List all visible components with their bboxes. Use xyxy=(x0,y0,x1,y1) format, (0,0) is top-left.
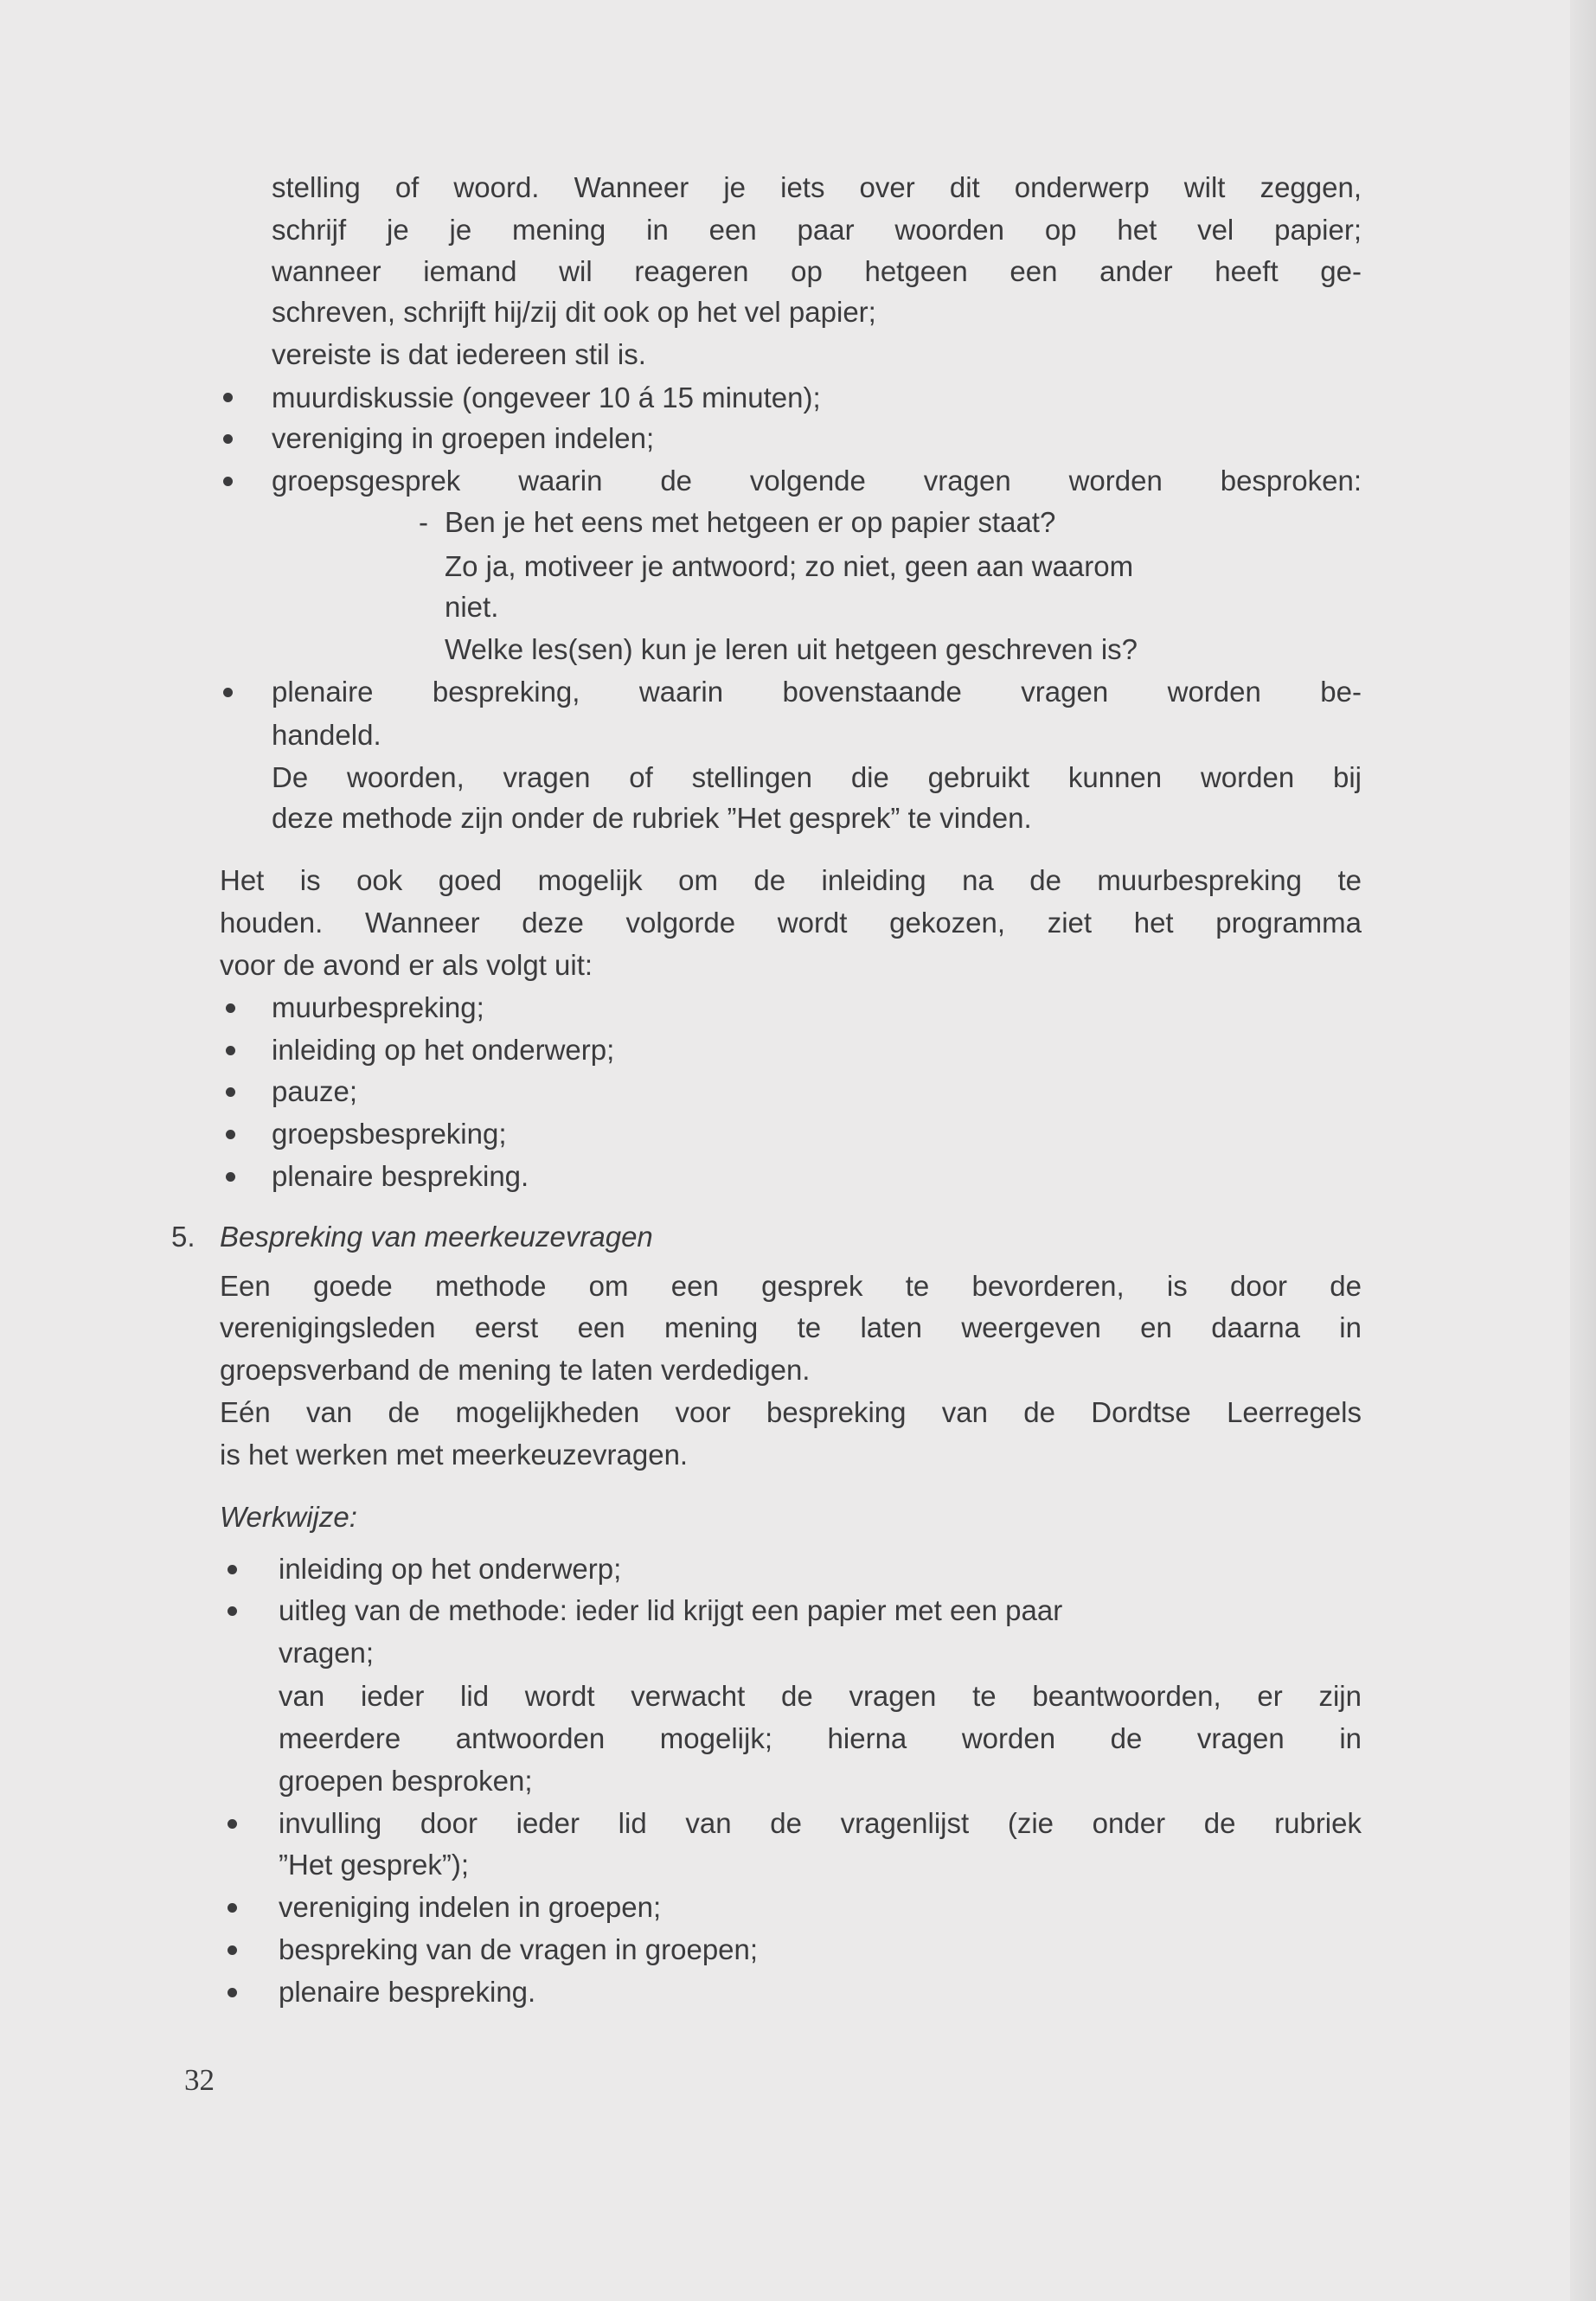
dash-marker: - xyxy=(419,506,428,538)
list-item: ”Het gesprek”); xyxy=(279,1849,470,1881)
list-item: handeld. xyxy=(272,719,381,751)
bullet-icon xyxy=(228,1903,237,1913)
werkwijze-label: Werkwijze: xyxy=(220,1501,357,1533)
bullet-icon xyxy=(226,1172,235,1182)
text-line: Eén van de mogelijkheden voor bespreking van de Dordtse Leerregels xyxy=(220,1396,1362,1428)
text-line: stelling of woord. Wanneer je iets over dit onderwerp wilt zeggen, xyxy=(272,171,1362,203)
bullet-icon xyxy=(226,1003,235,1013)
list-item: plenaire bespreking, waarin bovenstaande vragen worden be- xyxy=(272,676,1362,708)
text-line: schreven, schrijft hij/zij dit ook op het vel papier; xyxy=(272,296,876,328)
bullet-icon xyxy=(228,1945,237,1955)
list-item: groepen besproken; xyxy=(279,1765,533,1797)
list-item: muurbespreking; xyxy=(272,991,484,1023)
list-item: meerdere antwoorden mogelijk; hierna worden de vragen in xyxy=(279,1722,1362,1754)
list-item: inleiding op het onderwerp; xyxy=(279,1553,622,1585)
text-line: deze methode zijn onder de rubriek ”Het gesprek” te vinden. xyxy=(272,802,1032,834)
text-line: voor de avond er als volgt uit: xyxy=(220,949,593,981)
text-line: De woorden, vragen of stellingen die gebruikt kunnen worden bij xyxy=(272,761,1362,793)
list-item: uitleg van de methode: ieder lid krijgt een papier met een paar xyxy=(279,1594,1063,1626)
text-line: houden. Wanneer deze volgorde wordt gekozen, ziet het programma xyxy=(220,907,1362,939)
bullet-icon xyxy=(223,688,233,697)
list-item: van ieder lid wordt verwacht de vragen te beantwoorden, er zijn xyxy=(279,1680,1362,1712)
list-item: pauze; xyxy=(272,1075,358,1107)
list-item: vereniging in groepen indelen; xyxy=(272,422,655,454)
bullet-icon xyxy=(226,1130,235,1139)
bullet-icon xyxy=(226,1087,235,1097)
text-line: schrijf je je mening in een paar woorden op het vel papier; xyxy=(272,214,1362,246)
list-item: plenaire bespreking. xyxy=(279,1976,536,2008)
bullet-icon xyxy=(228,1988,237,1997)
section-heading: Bespreking van meerkeuzevragen xyxy=(220,1221,653,1253)
list-item: groepsgesprek waarin de volgende vragen worden besproken: xyxy=(272,465,1362,497)
bullet-icon xyxy=(223,477,233,486)
bullet-icon xyxy=(226,1046,235,1055)
page-number: 32 xyxy=(184,2063,215,2097)
list-item: invulling door ieder lid van de vragenlijst (zie onder de rubriek xyxy=(279,1807,1362,1839)
bullet-icon xyxy=(228,1819,237,1829)
text-line: verenigingsleden eerst een mening te laten weergeven en daarna in xyxy=(220,1311,1362,1343)
bullet-icon xyxy=(228,1565,237,1574)
text-line: wanneer iemand wil reageren op hetgeen een ander heeft ge- xyxy=(272,255,1362,287)
text-line: Het is ook goed mogelijk om de inleiding na de muurbespreking te xyxy=(220,864,1362,896)
list-item: muurdiskussie (ongeveer 10 á 15 minuten); xyxy=(272,381,821,413)
list-item: bespreking van de vragen in groepen; xyxy=(279,1933,759,1965)
bullet-icon xyxy=(223,434,233,444)
question-line: niet. xyxy=(445,591,499,623)
bullet-icon xyxy=(228,1606,237,1616)
list-item: plenaire bespreking. xyxy=(272,1160,529,1192)
list-item: inleiding op het onderwerp; xyxy=(272,1034,615,1066)
page-edge-shadow xyxy=(1570,0,1596,2301)
question-line: Welke les(sen) kun je leren uit hetgeen geschreven is? xyxy=(445,633,1138,665)
text-line: Een goede methode om een gesprek te bevorderen, is door de xyxy=(220,1270,1362,1302)
question-line: Ben je het eens met hetgeen er op papier staat? xyxy=(445,506,1056,538)
text-line: is het werken met meerkeuzevragen. xyxy=(220,1439,689,1471)
bullet-icon xyxy=(223,393,233,402)
section-number: 5. xyxy=(171,1221,195,1253)
text-line: vereiste is dat iedereen stil is. xyxy=(272,338,646,370)
list-item: vragen; xyxy=(279,1637,375,1669)
list-item: groepsbespreking; xyxy=(272,1118,507,1150)
text-line: groepsverband de mening te laten verdedigen. xyxy=(220,1354,811,1386)
question-line: Zo ja, motiveer je antwoord; zo niet, geen aan waarom xyxy=(445,550,1134,582)
list-item: vereniging indelen in groepen; xyxy=(279,1891,662,1923)
